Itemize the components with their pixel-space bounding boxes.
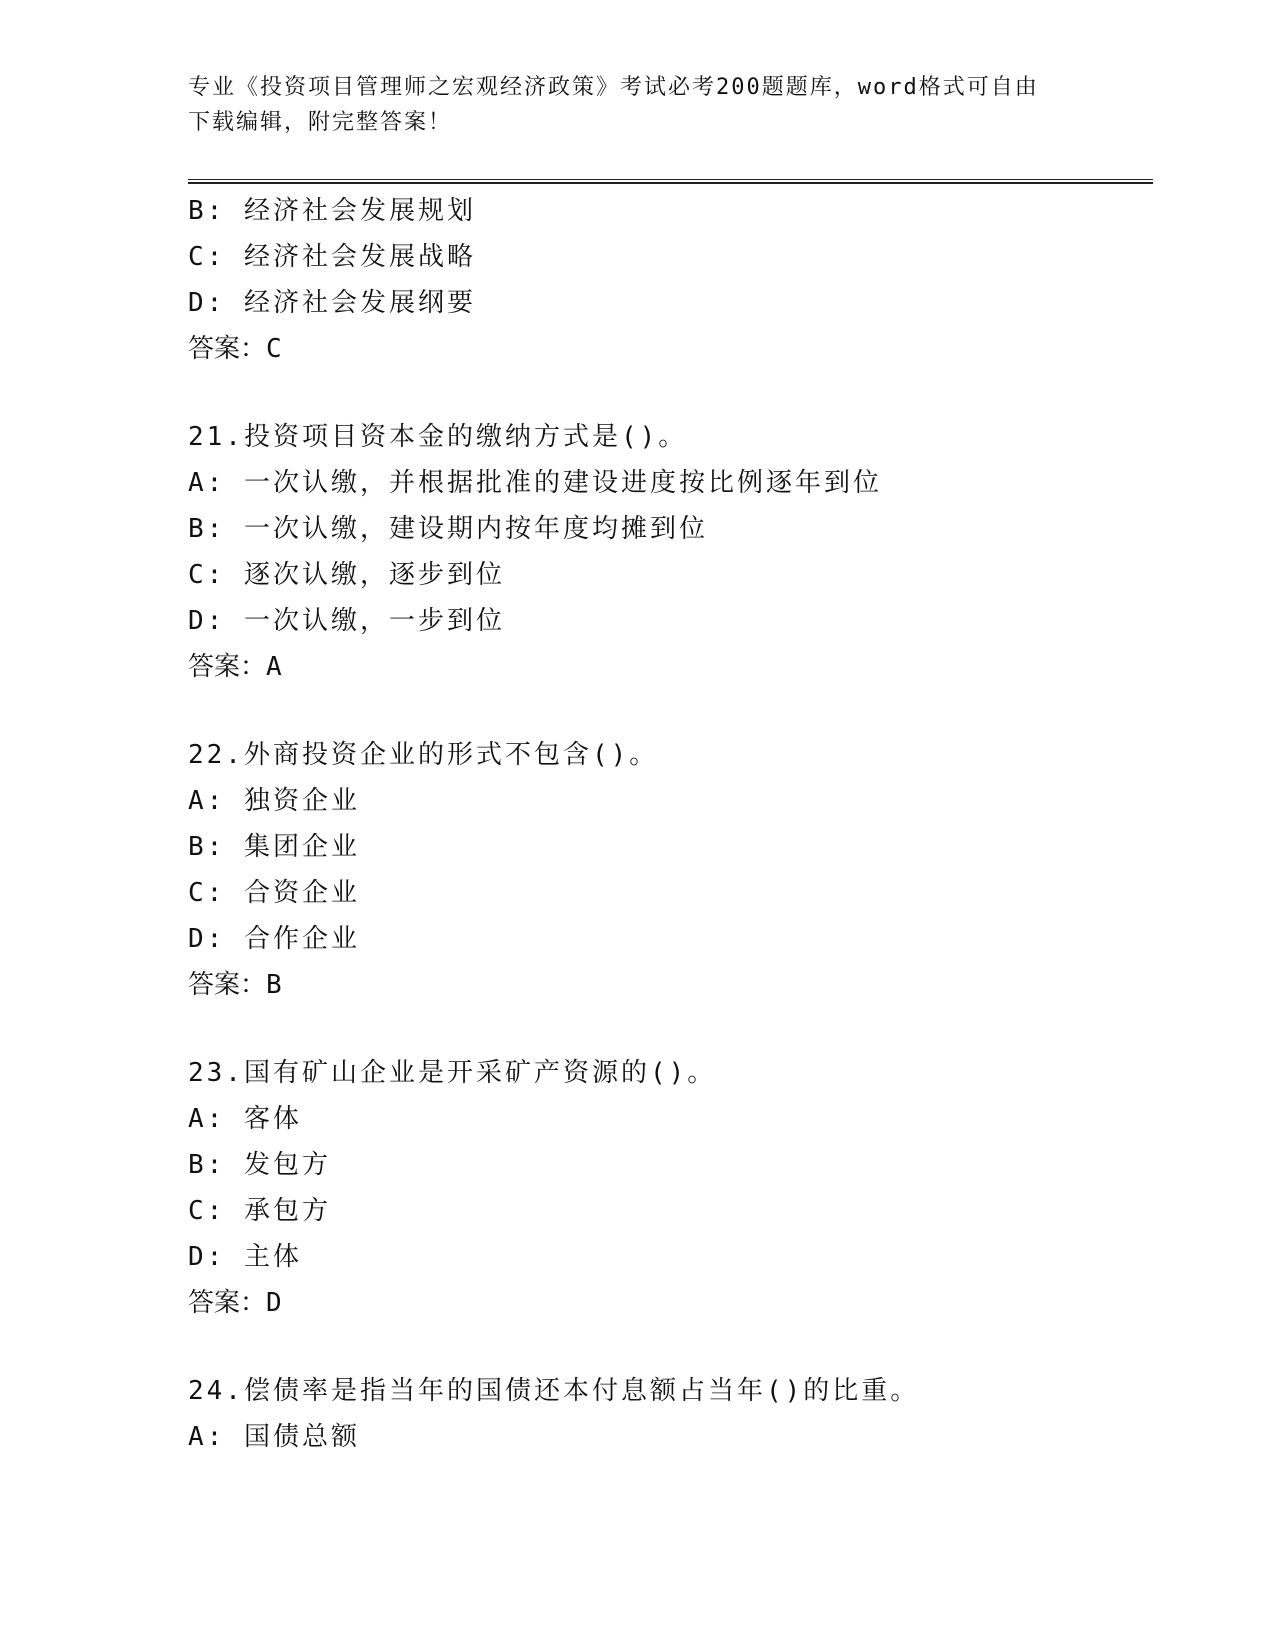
answer-line: 答案：C (188, 334, 285, 364)
question-21 (188, 414, 1153, 690)
option-a: A: 国债总额 (188, 1422, 360, 1452)
option-d: D: 合作企业 (188, 924, 360, 954)
option-c: C: 逐次认缴，逐步到位 (188, 560, 505, 590)
question-23 (188, 1050, 1153, 1326)
option-a: A: 独资企业 (188, 786, 360, 816)
option-b: B: 一次认缴，建设期内按年度均摊到位 (188, 514, 708, 544)
question-fragment (188, 188, 1153, 372)
option-c: C: 承包方 (188, 1196, 331, 1226)
option-d: D: 主体 (188, 1242, 302, 1272)
question-22 (188, 732, 1153, 1008)
option-c: C: 合资企业 (188, 878, 360, 908)
option-d: D: 经济社会发展纲要 (188, 288, 476, 318)
document-header (188, 70, 1088, 140)
answer-line: 答案：A (188, 652, 285, 682)
question-stem: 22.外商投资企业的形式不包含()。 (188, 740, 659, 770)
header-divider-thick (188, 182, 1153, 184)
header-divider-thin (188, 179, 1153, 180)
option-b: B: 发包方 (188, 1150, 331, 1180)
question-stem: 23.国有矿山企业是开采矿产资源的()。 (188, 1058, 717, 1088)
question-stem: 24.偿债率是指当年的国债还本付息额占当年()的比重。 (188, 1376, 920, 1406)
option-c: C: 经济社会发展战略 (188, 242, 476, 272)
answer-line: 答案：B (188, 970, 285, 1000)
answer-line: 答案：D (188, 1288, 285, 1318)
header-line-2: 下载编辑，附完整答案！ (188, 110, 453, 135)
question-list (188, 188, 1153, 1460)
option-b: B: 经济社会发展规划 (188, 196, 476, 226)
header-line-1: 专业《投资项目管理师之宏观经济政策》考试必考200题题库，word格式可自由 (188, 75, 1039, 100)
option-a: A: 一次认缴，并根据批准的建设进度按比例逐年到位 (188, 468, 882, 498)
option-b: B: 集团企业 (188, 832, 360, 862)
question-stem: 21.投资项目资本金的缴纳方式是()。 (188, 422, 688, 452)
option-a: A: 客体 (188, 1104, 302, 1134)
option-d: D: 一次认缴，一步到位 (188, 606, 505, 636)
question-24 (188, 1368, 1153, 1460)
